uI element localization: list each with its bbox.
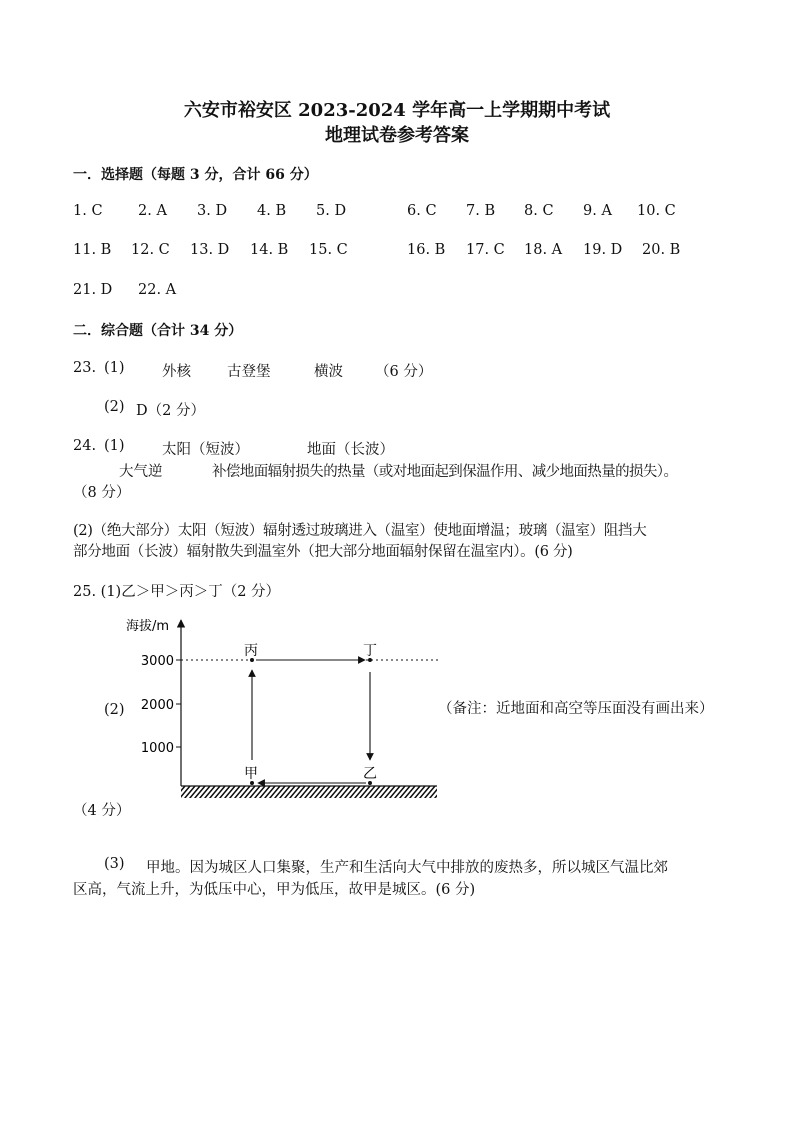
answer-item: 15. C [309, 242, 348, 258]
answer-item: 18. A [524, 242, 563, 258]
answer-item: 19. D [583, 242, 623, 258]
q25-part3-line2: 区高，气流上升，为低压中心，甲为低压，故甲是城区。(6 分) [73, 882, 476, 898]
label-yi: 乙 [363, 766, 377, 782]
q23-part1-label: (1) [104, 360, 125, 376]
q25-part1: 25. (1)乙＞甲＞丙＞丁（2 分） [73, 584, 281, 600]
q24-answer-3: 大气逆 [119, 464, 163, 480]
label-jia: 甲 [244, 766, 258, 782]
ground-hatch [181, 786, 437, 798]
answer-item: 5. D [316, 203, 347, 219]
answer-item: 13. D [190, 242, 230, 258]
answer-item: 2. A [138, 203, 167, 219]
tick-label-3000: 3000 [140, 654, 174, 669]
answer-item: 6. C [407, 203, 437, 219]
answer-item: 9. A [583, 203, 612, 219]
q25-part3-line1: 甲地。因为城区人口集聚，生产和生活向大气中排放的废热多，所以城区气温比郊 [146, 860, 668, 876]
answer-item: 22. A [138, 282, 177, 298]
q25-part3-label: (3) [104, 856, 125, 872]
q24-number: 24. [73, 438, 97, 454]
q24-part2-line2: 部分地面（长波）辐射散失到温室外（把大部分地面辐射保留在温室内）。(6 分) [73, 544, 573, 560]
q23-answer-3: 横波 [314, 364, 343, 380]
answer-item: 1. C [73, 203, 103, 219]
answer-item: 16. B [407, 242, 446, 258]
section2-heading: 二．综合题（合计 34 分） [73, 323, 243, 339]
answer-item: 4. B [257, 203, 287, 219]
q24-answer-1: 太阳（短波） [162, 442, 249, 458]
answer-item: 17. C [466, 242, 505, 258]
answer-row-3 [0, 282, 794, 302]
tick-label-2000: 2000 [140, 698, 174, 713]
exam-title: 六安市裕安区 2023-2024 学年高一上学期期中考试 [183, 100, 611, 121]
q23-score-1: （6 分） [375, 364, 433, 380]
q24-answer-4: 补偿地面辐射损失的热量（或对地面起到保温作用、减少地面热量的损失）。 [212, 464, 678, 480]
answer-item: 20. B [642, 242, 681, 258]
answer-item: 14. B [250, 242, 289, 258]
y-axis-label: 海拔/m [126, 619, 170, 634]
q25-note: （备注：近地面和高空等压面没有画出来） [438, 701, 714, 717]
answer-item: 21. D [73, 282, 113, 298]
q23-answer-1: 外核 [162, 364, 191, 380]
answer-row-1 [0, 203, 794, 223]
answer-item: 7. B [466, 203, 496, 219]
q24-answer-2: 地面（长波） [307, 442, 394, 458]
q24-part2-line1: (2)（绝大部分）太阳（短波）辐射透过玻璃进入（温室）使地面增温；玻璃（温室）阻挡大 [73, 523, 647, 539]
q24-score-1: （8 分） [73, 485, 131, 501]
label-ding: 丁 [363, 643, 377, 659]
q23-answer-4: D（2 分） [136, 403, 205, 419]
answer-item: 8. C [524, 203, 554, 219]
q23-answer-2: 古登堡 [227, 364, 271, 380]
altitude-diagram [120, 612, 450, 802]
q25-score-2: （4 分） [73, 803, 131, 819]
section1-heading: 一．选择题（每题 3 分，合计 66 分） [73, 167, 318, 183]
answer-item: 12. C [131, 242, 170, 258]
answer-item: 10. C [637, 203, 676, 219]
answer-item: 11. B [73, 242, 112, 258]
answer-row-2 [0, 242, 794, 262]
label-bing: 丙 [244, 643, 258, 659]
q24-part1-label: (1) [104, 438, 125, 454]
exam-subtitle: 地理试卷参考答案 [325, 125, 469, 146]
answer-item: 3. D [197, 203, 228, 219]
q25-part2-label: (2) [104, 702, 125, 718]
q23-number: 23. [73, 360, 97, 376]
q23-part2-label: (2) [104, 399, 125, 415]
tick-label-1000: 1000 [140, 741, 174, 756]
